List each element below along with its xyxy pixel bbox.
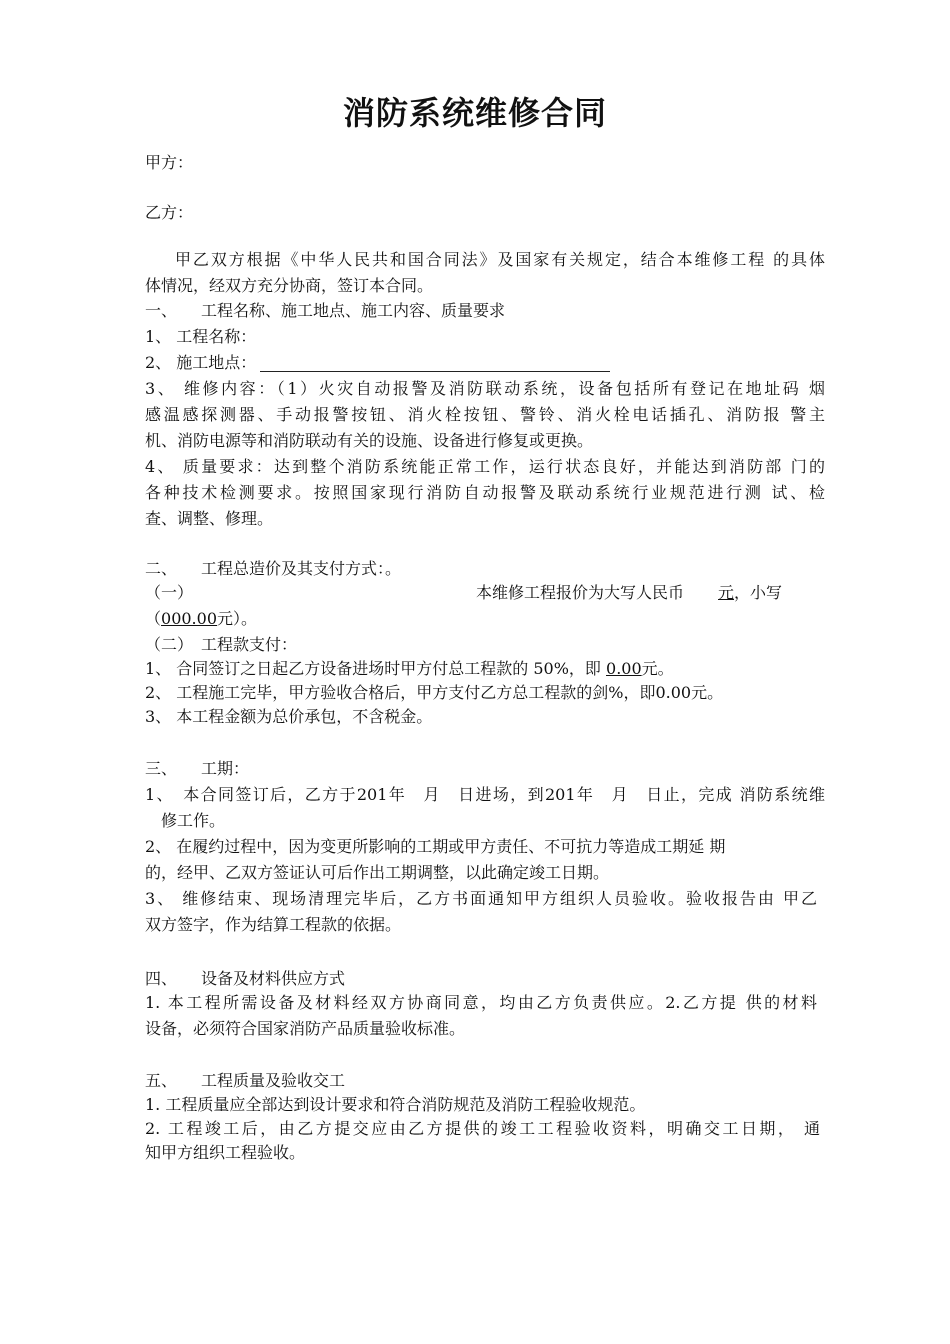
s2-pay-1-end: 元。	[641, 659, 674, 678]
s1-item-1: 1、 工程名称：	[145, 327, 257, 346]
section-2-heading: 二、 工程总造价及其支付方式：。	[145, 559, 402, 578]
s4-item-line-1: 1. 本工程所需设备及材料经双方协商同意，均由乙方负责供应。2.乙方提 供的材料	[145, 993, 817, 1012]
s2-pay-1	[145, 656, 825, 682]
s3-item-2-line-1: 2、 在履约过程中，因为变更所影响的工期或甲方责任、不可抗力等造成工期延 期	[145, 837, 726, 856]
s3-item-1-line-1: 1、 本合同签订后，乙方于201年 月 日进场，到201年 月 日止，完成 消防系统维	[145, 785, 825, 804]
section-1-heading: 一、 工程名称、施工地点、施工内容、质量要求	[145, 301, 506, 320]
section-5-heading: 五、 工程质量及验收交工	[145, 1071, 346, 1090]
s2-price-line-right	[476, 580, 825, 606]
s2-p1-right: ，小写	[734, 583, 783, 602]
s2-amount-close: 元）。	[217, 609, 258, 628]
s2-p1-unit: 元	[718, 583, 735, 602]
s3-item-1-line-2: 修工作。	[145, 811, 226, 830]
s1-item-2	[145, 350, 825, 376]
s1-item-3-line-1: 3、 维修内容：（1）火灾自动报警及消防联动系统，设备包括所有登记在地址码 烟	[145, 379, 825, 398]
s3-item-2-line-2: 的，经甲、乙双方签证认可后作出工期调整，以此确定竣工日期。	[145, 863, 610, 882]
s3-item-3-line-1: 3、 维修结束、现场清理完毕后，乙方书面通知甲方组织人员验收。验收报告由 甲乙	[145, 889, 817, 908]
s1-item-3-line-2: 感温感探测器、手动报警按钮、消火栓按钮、警铃、消火栓电话插孔、消防报 警主	[145, 405, 825, 424]
s2-amount-line	[145, 606, 825, 632]
s5-item-2-line-2: 知甲方组织工程验收。	[145, 1143, 306, 1162]
s1-item-4-line-1: 4、 质量要求：达到整个消防系统能正常工作，运行状态良好，并能达到消防部 门的	[145, 457, 825, 476]
s5-item-2-line-1: 2. 工程竣工后，由乙方提交应由乙方提供的竣工工程验收资料，明确交工日期， 通	[145, 1119, 820, 1138]
s1-item-2-label: 2、 施工地点：	[145, 353, 257, 372]
party-b-label: 乙方：	[145, 203, 194, 222]
s5-item-1: 1. 工程质量应全部达到设计要求和符合消防规范及消防工程验收规范。	[145, 1095, 646, 1114]
section-3-heading: 三、 工期：	[145, 759, 250, 778]
s1-item-3-line-3: 机、消防电源等和消防联动有关的设施、设备进行修复或更换。	[145, 431, 594, 450]
intro-line-2: 体情况，经双方充分协商，签订本合同。	[145, 276, 434, 295]
s2-pay-3: 3、 本工程金额为总价承包，不含税金。	[145, 707, 433, 726]
s2-pay-1-amount: 0.00	[606, 659, 642, 678]
s2-p1-left: （一）	[145, 583, 194, 602]
s2-amount-value: 000.00	[161, 609, 217, 628]
s2-p2: （二） 工程款支付：	[145, 635, 298, 654]
s2-pay-2: 2、 工程施工完毕，甲方验收合格后，甲方支付乙方总工程款的剑%，即0.00元。	[145, 683, 724, 702]
s2-pay-1-text: 1、 合同签订之日起乙方设备进场时甲方付总工程款的 50%，即	[145, 659, 607, 678]
document-title: 消防系统维修合同	[342, 94, 607, 132]
s3-item-3-line-2: 双方签字，作为结算工程款的依据。	[145, 915, 402, 934]
s2-p1-mid: 本维修工程报价为大写人民币	[476, 583, 685, 602]
section-4-heading: 四、 设备及材料供应方式	[145, 969, 346, 988]
s1-item-4-line-3: 查、调整、修理。	[145, 509, 274, 528]
s1-item-4-line-2: 各种技术检测要求。按照国家现行消防自动报警及联动系统行业规范进行测 试、检	[145, 483, 825, 502]
address-blank-line	[260, 355, 610, 372]
s2-amount-open: （	[145, 609, 162, 628]
s4-item-line-2: 设备，必须符合国家消防产品质量验收标准。	[145, 1019, 466, 1038]
party-a-label: 甲方：	[145, 153, 194, 172]
intro-line-1: 甲乙双方根据《中华人民共和国合同法》及国家有关规定，结合本维修工程 的具体	[175, 250, 825, 269]
